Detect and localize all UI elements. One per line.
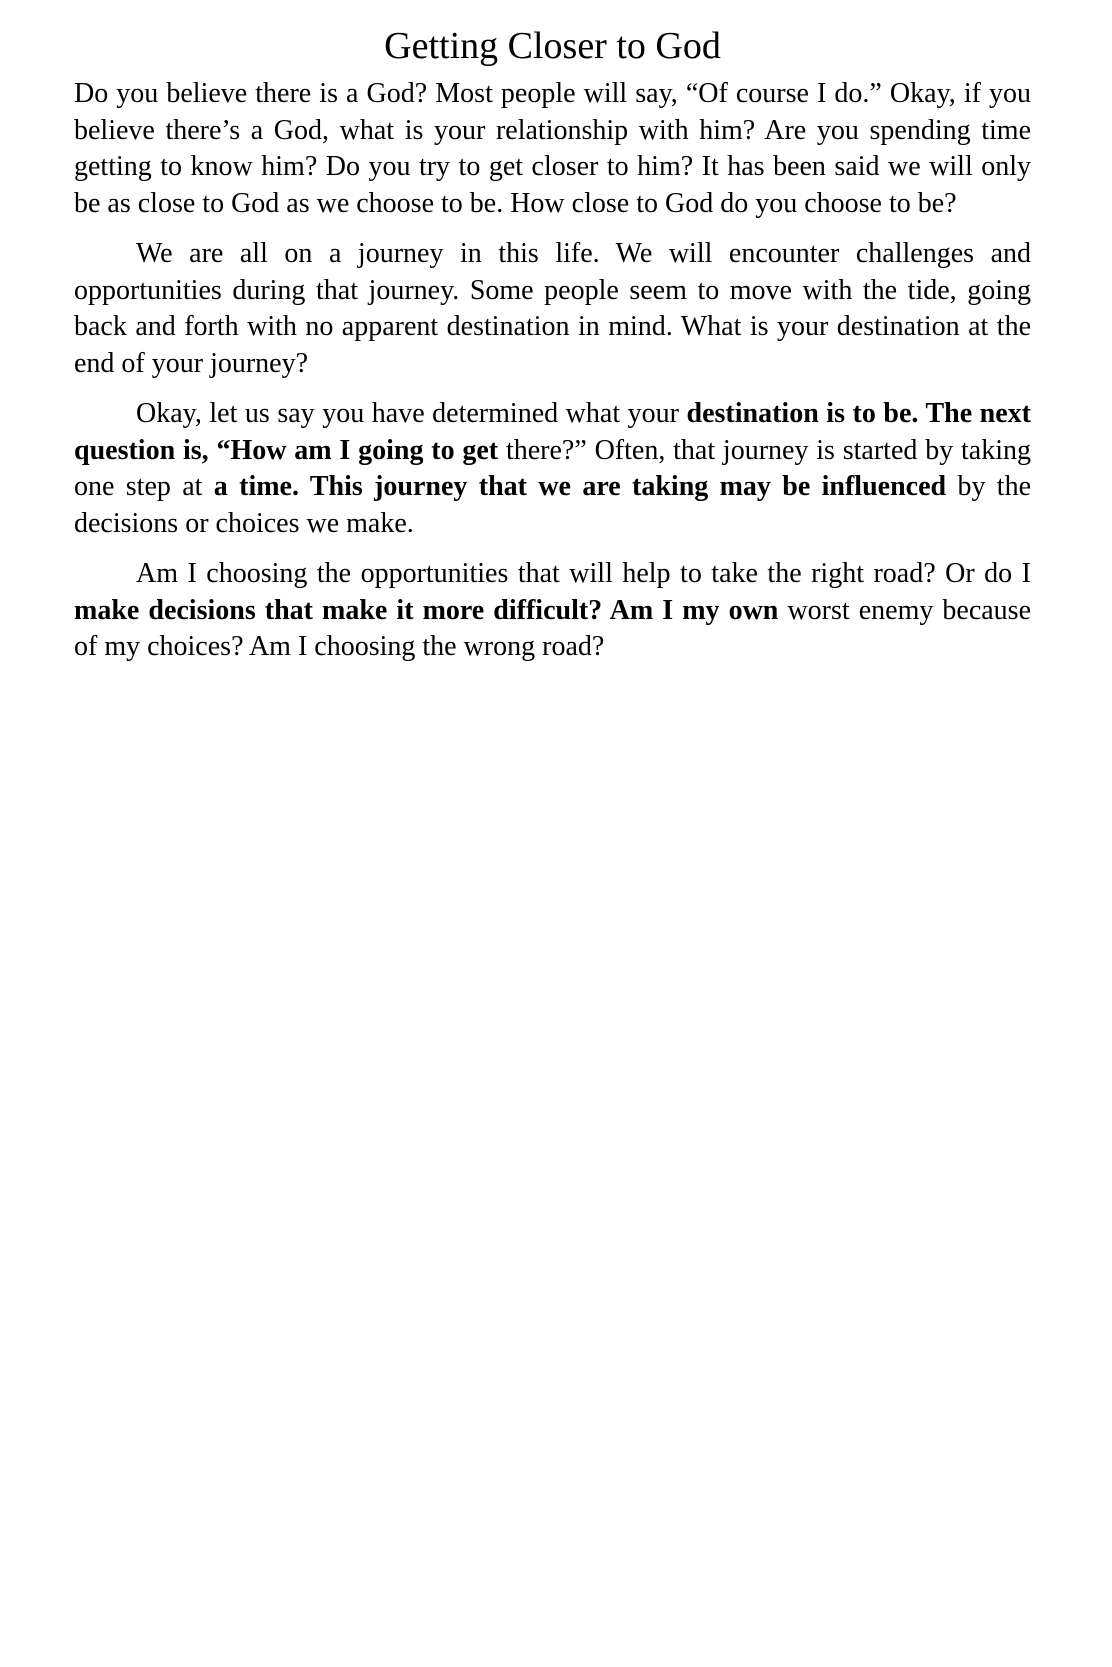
paragraph-3-run-2: there?” Often, that journey is started by taking one step at [74,434,1031,502]
paragraph-2 [74,236,1031,382]
paragraph-3-bold-run-1: destination is to be. The next question is, “How am I going to get [74,398,1031,466]
paragraph-3-run-1: Okay, let us say you have determined what your [136,398,687,429]
paragraph-1 [74,76,1031,222]
paragraph-4 [74,556,1031,666]
paragraph-4-bold-run-1: make decisions that make it more difficult? Am I my own [74,594,779,626]
document-page [74,22,1031,680]
document-title: Getting Closer to God [384,25,721,67]
paragraph-3-run-3: by the decisions or choices we make. [74,471,1031,539]
paragraph-3-bold-run-2: a time. This journey that we are taking may be influenced [213,471,947,502]
paragraph-2-run-1: We are all on a journey in this life. We will encounter challenges and opportunities during that journey. Some people seem to move with the tide, going back and forth with no apparent destination in mind. What is your destination at the end of your journey? [74,238,1031,379]
paragraph-4-run-1: Am I choosing the opportunities that will help to take the right road? Or do I [136,558,1031,589]
paragraph-3 [74,396,1031,542]
paragraph-4-run-2: worst enemy because of my choices? Am I choosing the wrong road? [74,594,1031,662]
paragraph-1-run-1: Do you believe there is a God? Most people will say, “Of course I do.” Okay, if you believe there’s a God, what is your relationship with him? Are you spending time getting to know him? Do you try to get closer to him? It has been said we will only be as close to God as we choose to be. How close to God do you choose to be? [74,78,1031,219]
